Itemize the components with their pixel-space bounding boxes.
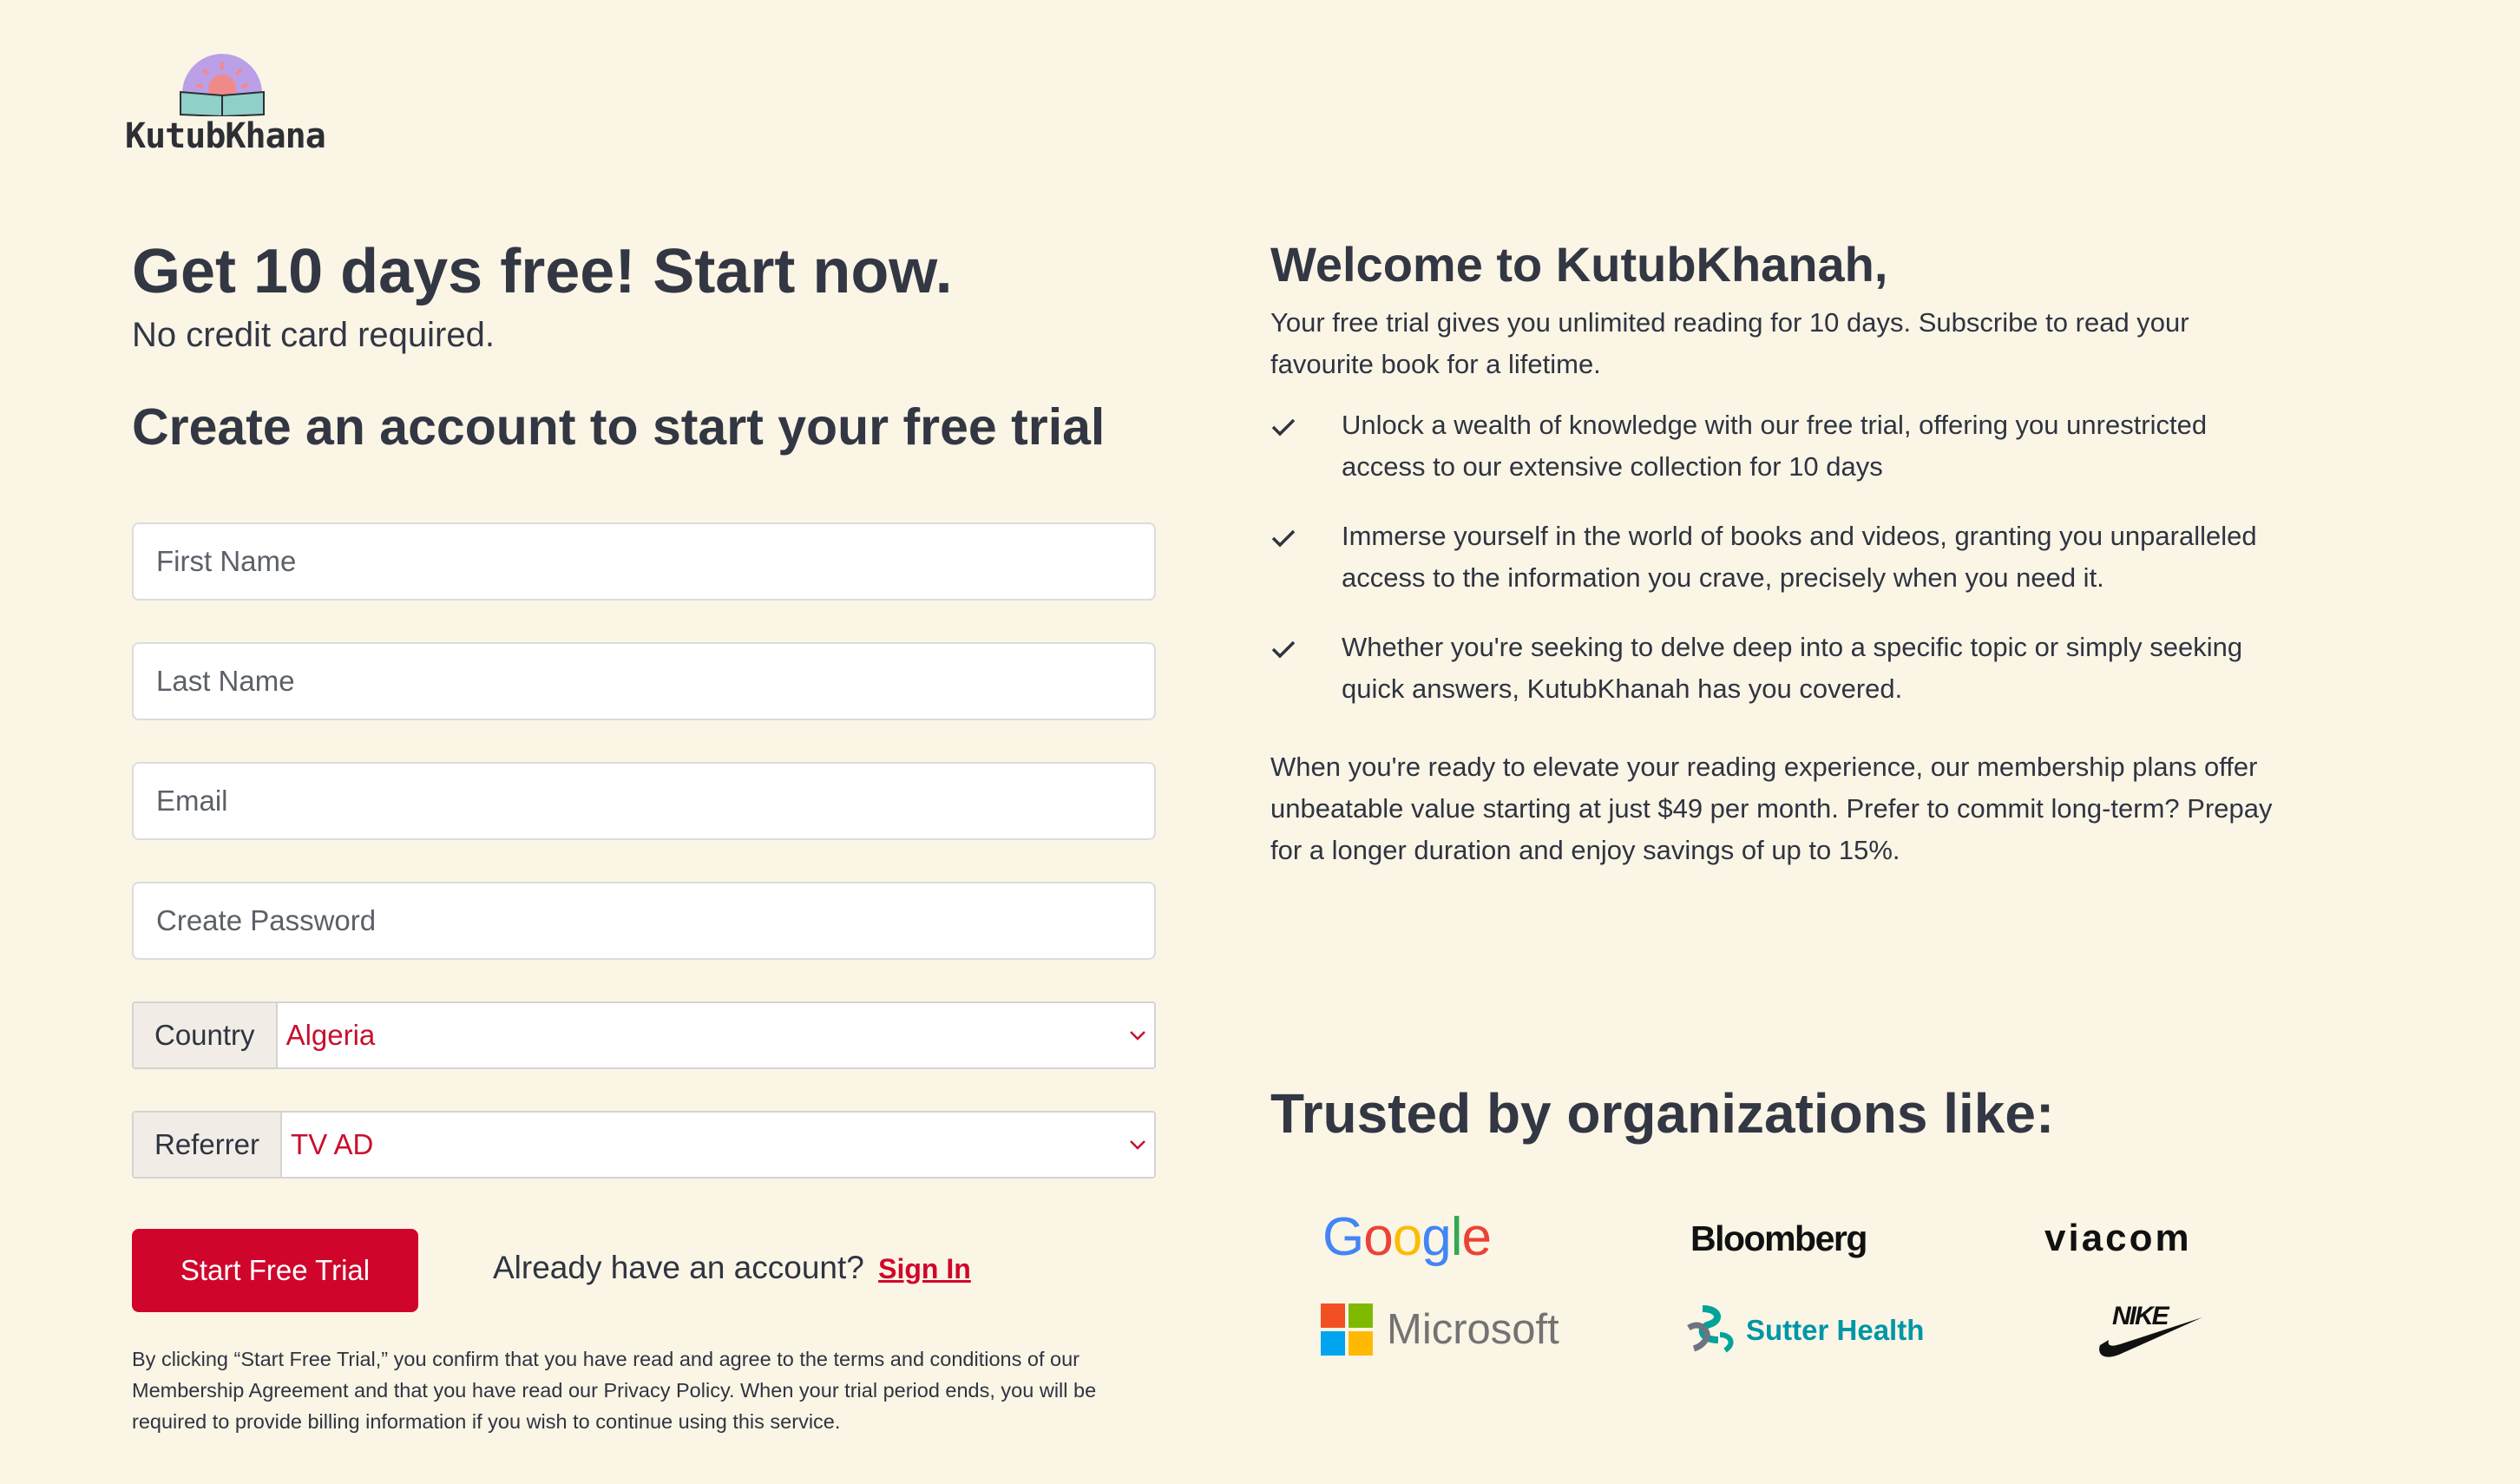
referrer-select[interactable] — [282, 1113, 1154, 1177]
referrer-selected-value: TV AD — [291, 1128, 374, 1160]
referrer-select-group — [132, 1111, 1156, 1179]
signin-prompt — [493, 1250, 971, 1286]
sign-in-link[interactable]: Sign In — [878, 1253, 971, 1284]
microsoft-logo — [1321, 1303, 1559, 1356]
benefit-item — [1270, 627, 2294, 710]
sutter-health-mark-icon — [1685, 1305, 1739, 1356]
google-logo: Google — [1322, 1207, 1491, 1267]
start-free-trial-button[interactable]: Start Free Trial — [132, 1229, 418, 1312]
have-account-text: Already have an account? — [493, 1250, 864, 1285]
hero-title: Get 10 days free! Start now. — [132, 237, 953, 306]
checkmark-icon — [1270, 528, 1296, 548]
viacom-logo: viacom — [2044, 1217, 2192, 1259]
chevron-down-icon — [1128, 1029, 1147, 1041]
microsoft-squares-icon — [1321, 1303, 1373, 1356]
country-label: Country — [134, 1003, 278, 1067]
benefit-text: Whether you're seeking to delve deep into a specific topic or simply seeking quick answers, KutubKhanah has you covered. — [1342, 632, 2243, 704]
checkmark-icon — [1270, 417, 1296, 437]
sun-book-icon — [177, 50, 267, 116]
email-input[interactable] — [132, 762, 1156, 840]
benefit-item — [1270, 404, 2294, 488]
benefits-list — [1270, 404, 2294, 710]
info-panel — [1270, 233, 2294, 871]
password-input[interactable] — [132, 882, 1156, 960]
sutter-health-logo — [1685, 1305, 1924, 1356]
sutter-health-wordmark: Sutter Health — [1746, 1314, 1925, 1346]
hero-subtitle: No credit card required. — [132, 316, 495, 354]
microsoft-wordmark: Microsoft — [1387, 1306, 1559, 1353]
kutubkhana-logo[interactable] — [125, 50, 325, 154]
pricing-text: When you're ready to elevate your reading experience, our membership plans offer unbeatable value starting at just $49 per month. Prefer to commit long-term? Prepay for a longer duration and enjoy savings of up to 15%. — [1270, 752, 2273, 865]
nike-logo — [2097, 1302, 2204, 1361]
nike-wordmark: NIKE — [2112, 1302, 2168, 1330]
checkmark-icon — [1270, 639, 1296, 660]
benefit-text: Immerse yourself in the world of books and videos, granting you unparalleled access to the information you crave, precisely when you need it. — [1342, 521, 2257, 593]
legal-disclaimer: By clicking “Start Free Trial,” you confirm that you have read and agree to the terms and conditions of our Membership Agreement and that you have read our Privacy Policy. When your trial period ends, you will be required to provide billing information if you wish to continue using this service. — [132, 1348, 1097, 1433]
benefit-item — [1270, 515, 2294, 599]
first-name-input[interactable] — [132, 522, 1156, 601]
logo-wordmark: KutubKhana — [125, 116, 325, 156]
signup-panel — [132, 234, 1156, 458]
welcome-title: Welcome to KutubKhanah, — [1270, 237, 1888, 292]
welcome-intro: Your free trial gives you unlimited reading for 10 days. Subscribe to read your favourite book for a lifetime. — [1270, 307, 2189, 379]
benefit-text: Unlock a wealth of knowledge with our free trial, offering you unrestricted access to our extensive collection for 10 days — [1342, 410, 2208, 482]
country-selected-value: Algeria — [285, 1019, 376, 1051]
country-select[interactable] — [278, 1003, 1154, 1067]
form-title: Create an account to start your free trial — [132, 398, 1106, 456]
chevron-down-icon — [1128, 1139, 1147, 1151]
last-name-input[interactable] — [132, 642, 1156, 720]
country-select-group — [132, 1001, 1156, 1069]
bloomberg-logo: Bloomberg — [1690, 1218, 1867, 1258]
trusted-title: Trusted by organizations like: — [1270, 1082, 2055, 1145]
nike-swoosh-icon — [2097, 1302, 2204, 1361]
referrer-label: Referrer — [134, 1113, 282, 1177]
